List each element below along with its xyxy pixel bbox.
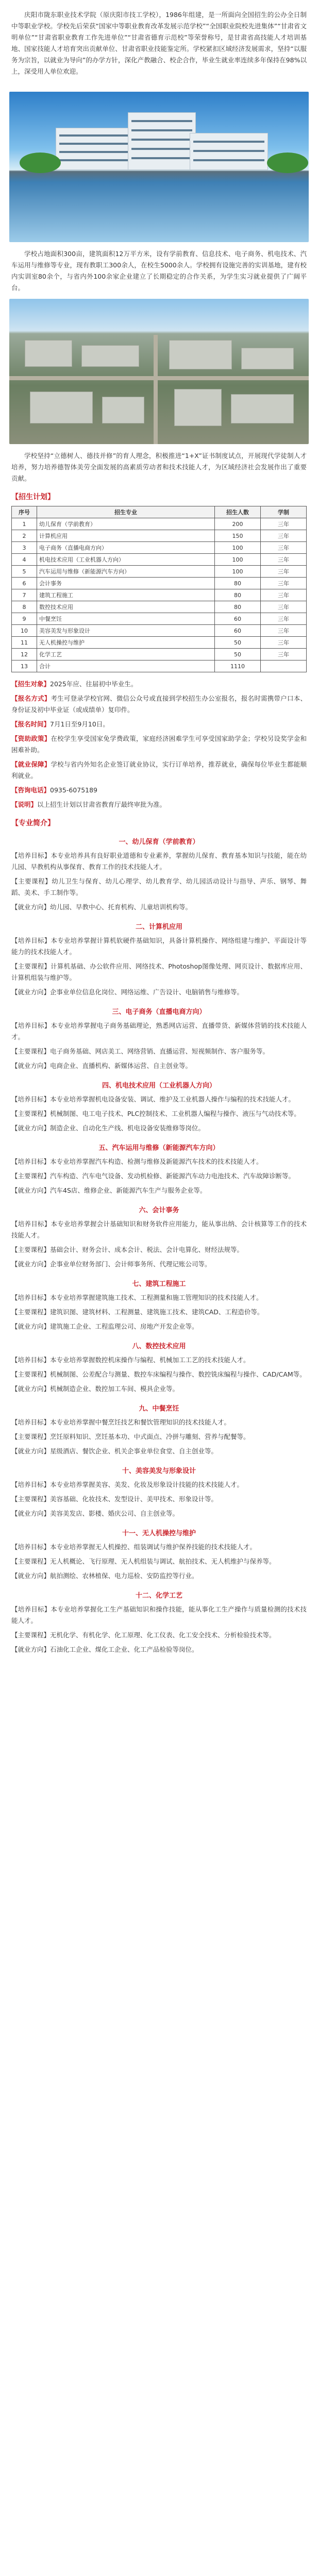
table-cell: 100 [215,554,261,566]
table-cell: 无人机操控与维护 [37,637,215,649]
major-heading: 一、幼儿保育（学前教育） [119,838,199,846]
table-cell: 100 [215,566,261,578]
table-header-row [12,506,307,518]
table-row [12,637,307,649]
intro-closing [0,450,318,484]
table-cell: 三年 [261,649,307,660]
table-cell: 三年 [261,566,307,578]
table-cell: 三年 [261,589,307,601]
enrollment-table-body [12,518,307,672]
campus-building-photo [9,92,309,242]
major-description [11,850,307,913]
major-courses: 【主要课程】烹饪原料知识、烹饪基本功、中式面点、冷拼与雕刻、营养与配餐等。 [11,1433,250,1440]
table-row [12,660,307,672]
table-cell: 12 [12,649,37,660]
table-cell: 三年 [261,530,307,542]
major-heading: 三、电子商务（直播电商方向） [112,1008,206,1016]
table-cell: 60 [215,625,261,637]
table-cell: 1110 [215,660,261,672]
major-jobs: 【就业方向】航拍测绘、农林植保、电力巡检、安防监控等行业。 [11,1572,198,1580]
major-description [11,1218,307,1270]
major-jobs: 【就业方向】石油化工企业、煤化工企业、化工产品检验等岗位。 [11,1646,198,1653]
table-cell: 幼儿保育（学前教育） [37,518,215,530]
major-goal: 【培养目标】本专业培养掌握会计基础知识和财务软件应用能力，能从事出纳、会计核算等工作的技术技能人才。 [11,1220,307,1239]
intro-paragraph: 学校坚持“立德树人、德技并修”的育人理念，积极推进“1+X”证书制度试点，开展现代学徒制人才培养，努力培养德智体美劳全面发展的高素质劳动者和技术技能人才，为区域经济社会发展作出了重要贡献。 [11,452,307,482]
major-courses: 【主要课程】无机化学、有机化学、化工原理、化工仪表、化工安全技术、分析检验技术等。 [11,1631,276,1639]
major-courses: 【主要课程】机械制图、公差配合与测量、数控车床编程与操作、数控铣床编程与操作、CAD/CAM等。 [11,1370,306,1378]
major-heading: 四、机电技术应用（工业机器人方向） [102,1082,216,1090]
major-courses: 【主要课程】电子商务基础、网店美工、网络营销、直播运营、短视频制作、客户服务等。 [11,1047,270,1055]
table-cell: 建筑工程施工 [37,589,215,601]
table-row [12,542,307,554]
major-description [11,1417,307,1457]
info-method: 【报名方式】考生可登录学校官网、微信公众号或直接到学校招生办公室报名，报名时需携带户口本、身份证及初中毕业证（或成绩单）复印件。 [11,694,307,714]
major-jobs: 【就业方向】星级酒店、餐饮企业、机关企事业单位食堂、自主创业等。 [11,1447,218,1455]
table-cell: 2 [12,530,37,542]
info-job: 【就业保障】学校与省内外知名企业签订就业协议，实行订单培养，推荐就业，确保每位毕业生都能顺利就业。 [11,760,307,779]
table-cell: 机电技术应用（工业机器人方向） [37,554,215,566]
table-cell: 50 [215,637,261,649]
table-row [12,649,307,660]
table-cell: 80 [215,601,261,613]
table-cell: 电子商务（直播电商方向） [37,542,215,554]
major-heading: 十、美容美发与形象设计 [122,1467,196,1475]
major-jobs: 【就业方向】制造企业、自动化生产线、机电设备安装维修等岗位。 [11,1124,205,1132]
major-goal: 【培养目标】本专业培养掌握数控机床操作与编程、机械加工工艺的技术技能人才。 [11,1356,250,1364]
major-jobs: 【就业方向】美容美发店、影楼、婚庆公司、自主创业等。 [11,1510,179,1517]
table-cell: 三年 [261,625,307,637]
major-jobs: 【就业方向】幼儿园、早教中心、托育机构、儿童培训机构等。 [11,903,192,911]
major-jobs: 【就业方向】汽车4S店、维修企业、新能源汽车生产与服务企业等。 [11,1187,207,1194]
major-heading: 十一、无人机操控与维护 [122,1530,196,1537]
tree [267,152,308,173]
table-cell: 200 [215,518,261,530]
major-description [11,935,307,998]
table-cell: 60 [215,613,261,625]
major-goal: 【培养目标】本专业培养掌握汽车构造、检测与维修及新能源汽车技术的技术技能人才。 [11,1158,263,1165]
major-heading: 八、数控技术应用 [132,1343,186,1350]
enrollment-table [11,506,307,672]
table-row [12,566,307,578]
major-description [11,1156,307,1196]
table-cell: 化学工艺 [37,649,215,660]
table-cell: 数控技术应用 [37,601,215,613]
table-cell: 合计 [37,660,215,672]
major-courses: 【主要课程】幼儿卫生与保育、幼儿心理学、幼儿教育学、幼儿园活动设计与指导、声乐、钢琴、舞蹈、美术、手工制作等。 [11,877,307,896]
major-jobs: 【就业方向】建筑施工企业、工程监理公司、房地产开发企业等。 [11,1323,198,1330]
enrollment-title: 【招生计划】 [11,493,55,501]
table-cell: 三年 [261,613,307,625]
table-cell: 汽车运用与维修（新能源汽车方向） [37,566,215,578]
major-courses: 【主要课程】汽车构造、汽车电气设备、发动机检修、新能源汽车动力电池技术、汽车故障诊断等。 [11,1172,295,1180]
major-heading: 九、中餐烹饪 [139,1405,179,1413]
major-jobs: 【就业方向】企事业单位财务部门、会计师事务所、代理记账公司等。 [11,1260,211,1268]
major-heading: 五、汽车运用与维修（新能源汽车方向） [98,1144,220,1152]
table-cell: 4 [12,554,37,566]
major-courses: 【主要课程】建筑识图、建筑材料、工程测量、建筑施工技术、建筑CAD、工程造价等。 [11,1308,264,1316]
info-section [0,679,318,810]
header-cell: 序号 [12,506,37,518]
intro-section [0,0,318,87]
majors-title: 【专业简介】 [11,819,55,827]
intro-paragraph: 学校占地面积300亩，建筑面积12万平方米，设有学前教育、信息技术、电子商务、机电技术、汽车运用与维修等专业，现有教职工300余人，在校生5000余人。学校拥有设施完善的实训基地，建有校内实训室80余个，与省内外100余家企业建立了长期稳定的合作关系，为学生实习就业提供了广阔平台。 [11,250,307,292]
header-cell: 招生人数 [215,506,261,518]
table-row [12,589,307,601]
major-heading: 二、计算机应用 [135,923,182,931]
table-cell: 50 [215,649,261,660]
intro-continued [0,248,318,294]
table-cell: 3 [12,542,37,554]
header-cell: 招生专业 [37,506,215,518]
table-row [12,613,307,625]
info-fees: 【资助政策】在校学生享受国家免学费政策，家庭经济困难学生可享受国家助学金；学校另设奖学金和困难补助。 [11,735,307,754]
tree [20,152,61,173]
table-cell: 1 [12,518,37,530]
major-jobs: 【就业方向】企事业单位信息化岗位、网络运维、广告设计、电脑销售与维修等。 [11,988,244,996]
major-goal: 【培养目标】本专业培养掌握建筑施工技术、工程测量和施工管理知识的技术技能人才。 [11,1294,263,1301]
major-courses: 【主要课程】美容基础、化妆技术、发型设计、美甲技术、形象设计等。 [11,1495,218,1503]
header-cell: 学制 [261,506,307,518]
major-goal: 【培养目标】本专业培养具有良好职业道德和专业素养，掌握幼儿保育、教育基本知识与技能，能在幼儿园、早教机构从事保育、教育工作的技术技能人才。 [11,852,307,871]
table-row [12,625,307,637]
table-cell: 三年 [261,542,307,554]
table-cell: 100 [215,542,261,554]
major-heading: 十二、化学工艺 [135,1592,182,1600]
table-cell: 11 [12,637,37,649]
major-description [11,1604,307,1655]
table-cell: 三年 [261,518,307,530]
table-cell: 三年 [261,578,307,589]
campus-aerial-photo [9,299,309,444]
major-courses: 【主要课程】计算机基础、办公软件应用、网络技术、Photoshop图像处理、网页设计、数据库应用、计算机组装与维护等。 [11,962,307,981]
table-cell: 9 [12,613,37,625]
table-cell: 6 [12,578,37,589]
table-row [12,601,307,613]
table-cell: 13 [12,660,37,672]
major-description [11,1479,307,1519]
majors-list [0,836,318,1655]
major-goal: 【培养目标】本专业培养掌握中餐烹饪技艺和餐饮管理知识的技术技能人才。 [11,1418,231,1426]
table-cell: 80 [215,578,261,589]
table-cell: 三年 [261,637,307,649]
table-cell: 计算机应用 [37,530,215,542]
table-cell: 三年 [261,554,307,566]
major-description [11,1020,307,1072]
major-goal: 【培养目标】本专业培养掌握化工生产基础知识和操作技能，能从事化工生产操作与质量检测的技术技能人才。 [11,1605,307,1624]
table-cell: 8 [12,601,37,613]
table-row [12,554,307,566]
major-courses: 【主要课程】无人机概论、飞行原理、无人机组装与调试、航拍技术、无人机维护与保养等。 [11,1557,276,1565]
intro-paragraph: 庆阳市陇东职业技术学院（原庆阳市技工学校），1986年组建，是一所面向全国招生的公办全日制中等职业学校。学校先后荣获“国家中等职业教育改革发展示范学校”“全国职业院校先进集体”“甘肃省文明单位”“甘肃省职业教育工作先进单位”“甘肃省德育示范校”等荣誉称号，是甘肃省高技能人才培训基地、国家技能人才培育突出贡献单位、甘肃省职业技能鉴定所。学校紧扣区域经济发展需求，坚持“以服务为宗旨，以就业为导向”的办学方针，深化产教融合、校企合作，毕业生就业率连续多年保持在98%以上，深受用人单位欢迎。 [11,11,307,75]
major-description [11,1354,307,1395]
major-courses: 【主要课程】基础会计、财务会计、成本会计、税法、会计电算化、财经法规等。 [11,1246,244,1253]
info-note: 【说明】以上招生计划以甘肃省教育厅最终审批为准。 [11,801,166,808]
table-cell: 5 [12,566,37,578]
table-cell: 150 [215,530,261,542]
major-courses: 【主要课程】机械制图、电工电子技术、PLC控制技术、工业机器人编程与操作、液压与气动技术等。 [11,1110,300,1117]
table-cell [261,660,307,672]
major-jobs: 【就业方向】机械制造企业、数控加工车间、模具企业等。 [11,1385,179,1393]
table-cell: 会计事务 [37,578,215,589]
major-goal: 【培养目标】本专业培养掌握无人机操控、组装调试与维护保养技能的技术技能人才。 [11,1543,257,1551]
table-row [12,578,307,589]
major-goal: 【培养目标】本专业培养掌握电子商务基础理论，熟悉网店运营、直播带货、新媒体营销的技术技能人才。 [11,1022,307,1041]
info-phone: 【咨询电话】0935-6075189 [11,786,98,794]
table-cell: 10 [12,625,37,637]
table-row [12,518,307,530]
building-right [190,133,268,170]
info-time: 【报名时间】7月1日至9月10日。 [11,720,109,728]
major-description [11,1541,307,1582]
building-center [128,112,196,170]
major-goal: 【培养目标】本专业培养掌握美容、美发、化妆及形象设计技能的技术技能人才。 [11,1481,244,1488]
building-left [56,128,134,170]
major-description [11,1292,307,1332]
major-heading: 七、建筑工程施工 [132,1280,186,1288]
table-cell: 7 [12,589,37,601]
table-cell: 三年 [261,601,307,613]
table-cell: 中餐烹饪 [37,613,215,625]
major-heading: 六、会计事务 [139,1207,179,1214]
table-cell: 80 [215,589,261,601]
major-description [11,1094,307,1134]
major-jobs: 【就业方向】电商企业、直播机构、新媒体运营、自主创业等。 [11,1062,192,1070]
major-goal: 【培养目标】本专业培养掌握机电设备安装、调试、维护及工业机器人操作与编程的技术技能人才。 [11,1095,295,1103]
major-goal: 【培养目标】本专业培养掌握计算机软硬件基础知识，具备计算机操作、网络组建与维护、平面设计等能力的技术技能人才。 [11,937,307,956]
info-target: 【招生对象】2025年应、往届初中毕业生。 [11,680,138,688]
table-row [12,530,307,542]
table-cell: 美容美发与形象设计 [37,625,215,637]
